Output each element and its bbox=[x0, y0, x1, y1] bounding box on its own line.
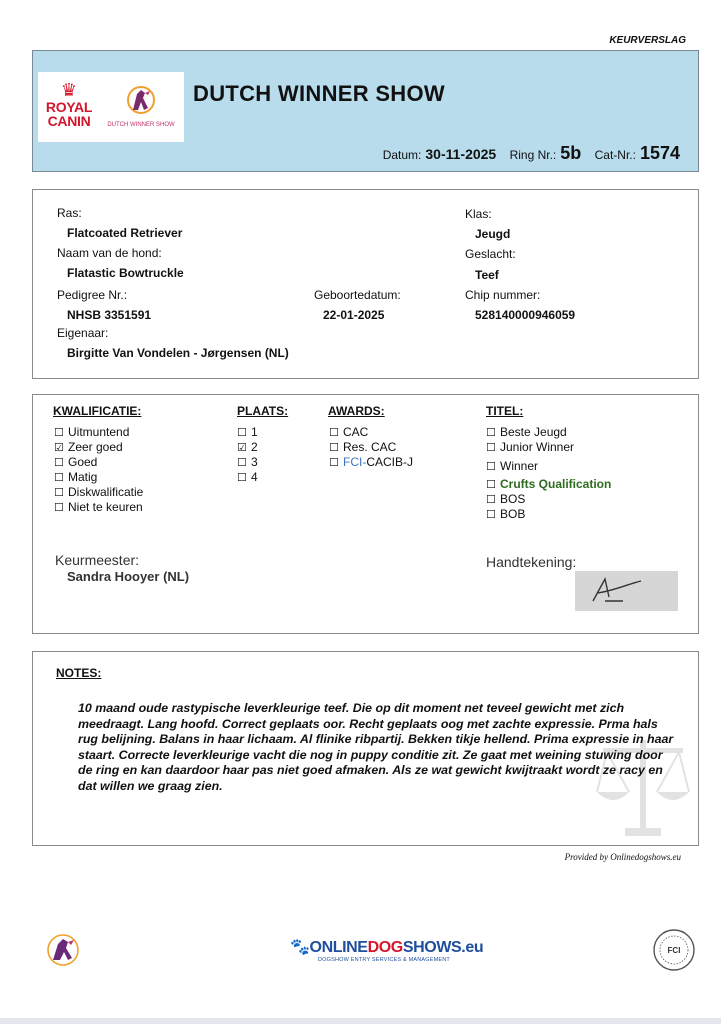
notes-panel bbox=[32, 651, 699, 846]
bottom-bar bbox=[0, 1018, 721, 1024]
pedigree-value: NHSB 3351591 bbox=[67, 308, 152, 322]
paw-icon: 🐾 bbox=[290, 939, 310, 956]
klas-value: Jeugd bbox=[475, 227, 511, 241]
chip-value: 528140000946059 bbox=[475, 308, 576, 322]
awards-option[interactable]: ☐ Res. CAC bbox=[329, 440, 397, 454]
awards-option[interactable]: ☐ FCI-CACIB-J bbox=[329, 455, 413, 469]
checkbox-icon[interactable]: ☐ bbox=[237, 457, 247, 469]
checkbox-icon[interactable]: ☐ bbox=[486, 427, 496, 439]
checkbox-icon[interactable]: ☐ bbox=[54, 487, 64, 499]
dws-logo-text: DUTCH WINNER SHOW bbox=[107, 122, 175, 128]
ring-value: 5b bbox=[560, 143, 582, 163]
show-title: DUTCH WINNER SHOW bbox=[193, 81, 445, 106]
klas-label: Klas: bbox=[465, 207, 492, 221]
fci-prefix: FCI- bbox=[343, 455, 367, 469]
pedigree-label: Pedigree Nr.: bbox=[57, 288, 128, 302]
fci-seal-text: FCI bbox=[667, 946, 681, 955]
checkbox-icon[interactable]: ☐ bbox=[54, 472, 64, 484]
datum-value: 30-11-2025 bbox=[425, 146, 497, 162]
ras-label: Ras: bbox=[57, 206, 82, 220]
header-panel bbox=[32, 50, 699, 172]
judging-panel bbox=[32, 394, 699, 634]
geslacht-label: Geslacht: bbox=[465, 247, 516, 261]
keurmeester-value: Sandra Hooyer (NL) bbox=[67, 569, 190, 584]
signature-image bbox=[575, 571, 678, 611]
cat-label: Cat-Nr.: bbox=[594, 148, 636, 162]
handtekening-label: Handtekening: bbox=[486, 554, 577, 570]
titel-option[interactable]: ☐ Crufts Qualification bbox=[486, 477, 612, 491]
eigenaar-label: Eigenaar: bbox=[57, 326, 109, 340]
ring-label: Ring Nr.: bbox=[509, 148, 557, 162]
plaats-option[interactable]: ☐ 1 bbox=[237, 425, 258, 439]
checkbox-icon[interactable]: ☐ bbox=[486, 479, 496, 491]
checkbox-icon[interactable]: ☐ bbox=[486, 494, 496, 506]
fci-seal-icon bbox=[652, 928, 696, 972]
show-meta-row bbox=[373, 143, 680, 164]
kwalificatie-option[interactable]: ☐ Uitmuntend bbox=[54, 425, 130, 439]
kwalificatie-option[interactable]: ☐ Niet te keuren bbox=[54, 500, 143, 514]
titel-heading: TITEL: bbox=[486, 404, 524, 418]
geslacht-value: Teef bbox=[475, 268, 499, 282]
onlinedogshows-brand: 🐾ONLINEDOGSHOWS.eu bbox=[290, 939, 484, 956]
royal-canin-logo-line1: ROYAL bbox=[45, 99, 93, 115]
plaats-option[interactable]: ☑ 2 bbox=[237, 440, 258, 454]
royal-canin-logo-line2: CANIN bbox=[47, 113, 91, 129]
eigenaar-value: Birgitte Van Vondelen - Jørgensen (NL) bbox=[67, 346, 289, 360]
checkbox-icon[interactable]: ☐ bbox=[54, 457, 64, 469]
dutch-winner-show-logo bbox=[100, 80, 182, 138]
titel-option[interactable]: ☐ Junior Winner bbox=[486, 440, 575, 454]
cat-value: 1574 bbox=[639, 143, 680, 163]
dog-info-panel bbox=[32, 189, 699, 379]
titel-option[interactable]: ☐ Beste Jeugd bbox=[486, 425, 567, 439]
checkbox-icon[interactable]: ☐ bbox=[329, 457, 339, 469]
titel-option[interactable]: ☐ BOS bbox=[486, 492, 526, 506]
geboortedatum-value: 22-01-2025 bbox=[323, 308, 385, 322]
checkbox-icon[interactable]: ☐ bbox=[54, 502, 64, 514]
dog-silhouette-icon bbox=[121, 80, 161, 120]
checkbox-checked-icon[interactable]: ☑ bbox=[237, 442, 247, 454]
kwalificatie-option[interactable]: ☐ Goed bbox=[54, 455, 98, 469]
awards-heading: AWARDS: bbox=[328, 404, 385, 418]
ras-value: Flatcoated Retriever bbox=[67, 226, 183, 240]
checkbox-icon[interactable]: ☐ bbox=[54, 427, 64, 439]
signature-scribble-icon bbox=[575, 571, 678, 611]
checkbox-icon[interactable]: ☐ bbox=[486, 442, 496, 454]
checkbox-icon[interactable]: ☐ bbox=[237, 472, 247, 484]
plaats-heading: PLAATS: bbox=[237, 404, 289, 418]
titel-option[interactable]: ☐ BOB bbox=[486, 507, 526, 521]
kwalificatie-option[interactable]: ☐ Diskwalificatie bbox=[54, 485, 144, 499]
checkbox-icon[interactable]: ☐ bbox=[237, 427, 247, 439]
checkbox-checked-icon[interactable]: ☑ bbox=[54, 442, 64, 454]
onlinedogshows-logo bbox=[290, 937, 484, 973]
chip-label: Chip nummer: bbox=[465, 288, 541, 302]
royal-canin-logo bbox=[44, 80, 94, 138]
logo-card bbox=[38, 72, 184, 142]
notes-heading: NOTES: bbox=[56, 666, 102, 680]
awards-option[interactable]: ☐ CAC bbox=[329, 425, 369, 439]
plaats-option[interactable]: ☐ 4 bbox=[237, 470, 258, 484]
kwalificatie-option[interactable]: ☐ Matig bbox=[54, 470, 98, 484]
dog-logo-icon bbox=[43, 930, 85, 970]
provided-by-text: Provided by Onlinedogshows.eu bbox=[564, 852, 681, 862]
notes-text: 10 maand oude rastypische leverkleurige teef. Die op dit moment net teveel gewicht met zich meedraagt. Lang hoofd. Correct geplaats oor. Recht geplaats oog met zachte expressie. Prma hals rug belijning. Balans in haar lichaam. Al flinike ribpartij. Bekken tikje hellend. Prima expressie in haar staart. Correcte leverkleurige vacht die nog in puppy conditie zit. Ze gaat met weining stuwing door de ring en kan daardoor haar pas niet goed afmaken. Als ze wat gewicht kwijtraakt wordt ze racy en dat willen we graag zien. bbox=[78, 701, 674, 793]
crown-icon: ♛ bbox=[60, 80, 78, 100]
keurmeester-label: Keurmeester: bbox=[55, 552, 140, 568]
document-type-label: KEURVERSLAG bbox=[609, 35, 686, 46]
naam-value: Flatastic Bowtruckle bbox=[67, 266, 184, 280]
titel-option[interactable]: ☐ Winner bbox=[486, 459, 539, 473]
checkbox-icon[interactable]: ☐ bbox=[486, 509, 496, 521]
checkbox-icon[interactable]: ☐ bbox=[486, 461, 496, 473]
kwalificatie-option[interactable]: ☑ Zeer goed bbox=[54, 440, 123, 454]
plaats-option[interactable]: ☐ 3 bbox=[237, 455, 258, 469]
geboortedatum-label: Geboortedatum: bbox=[314, 288, 401, 302]
naam-label: Naam van de hond: bbox=[57, 246, 162, 260]
checkbox-icon[interactable]: ☐ bbox=[329, 442, 339, 454]
onlinedogshows-subtitle: DOGSHOW ENTRY SERVICES & MANAGEMENT bbox=[318, 957, 450, 963]
kwalificatie-heading: KWALIFICATIE: bbox=[53, 404, 142, 418]
datum-label: Datum: bbox=[382, 148, 422, 162]
checkbox-icon[interactable]: ☐ bbox=[329, 427, 339, 439]
